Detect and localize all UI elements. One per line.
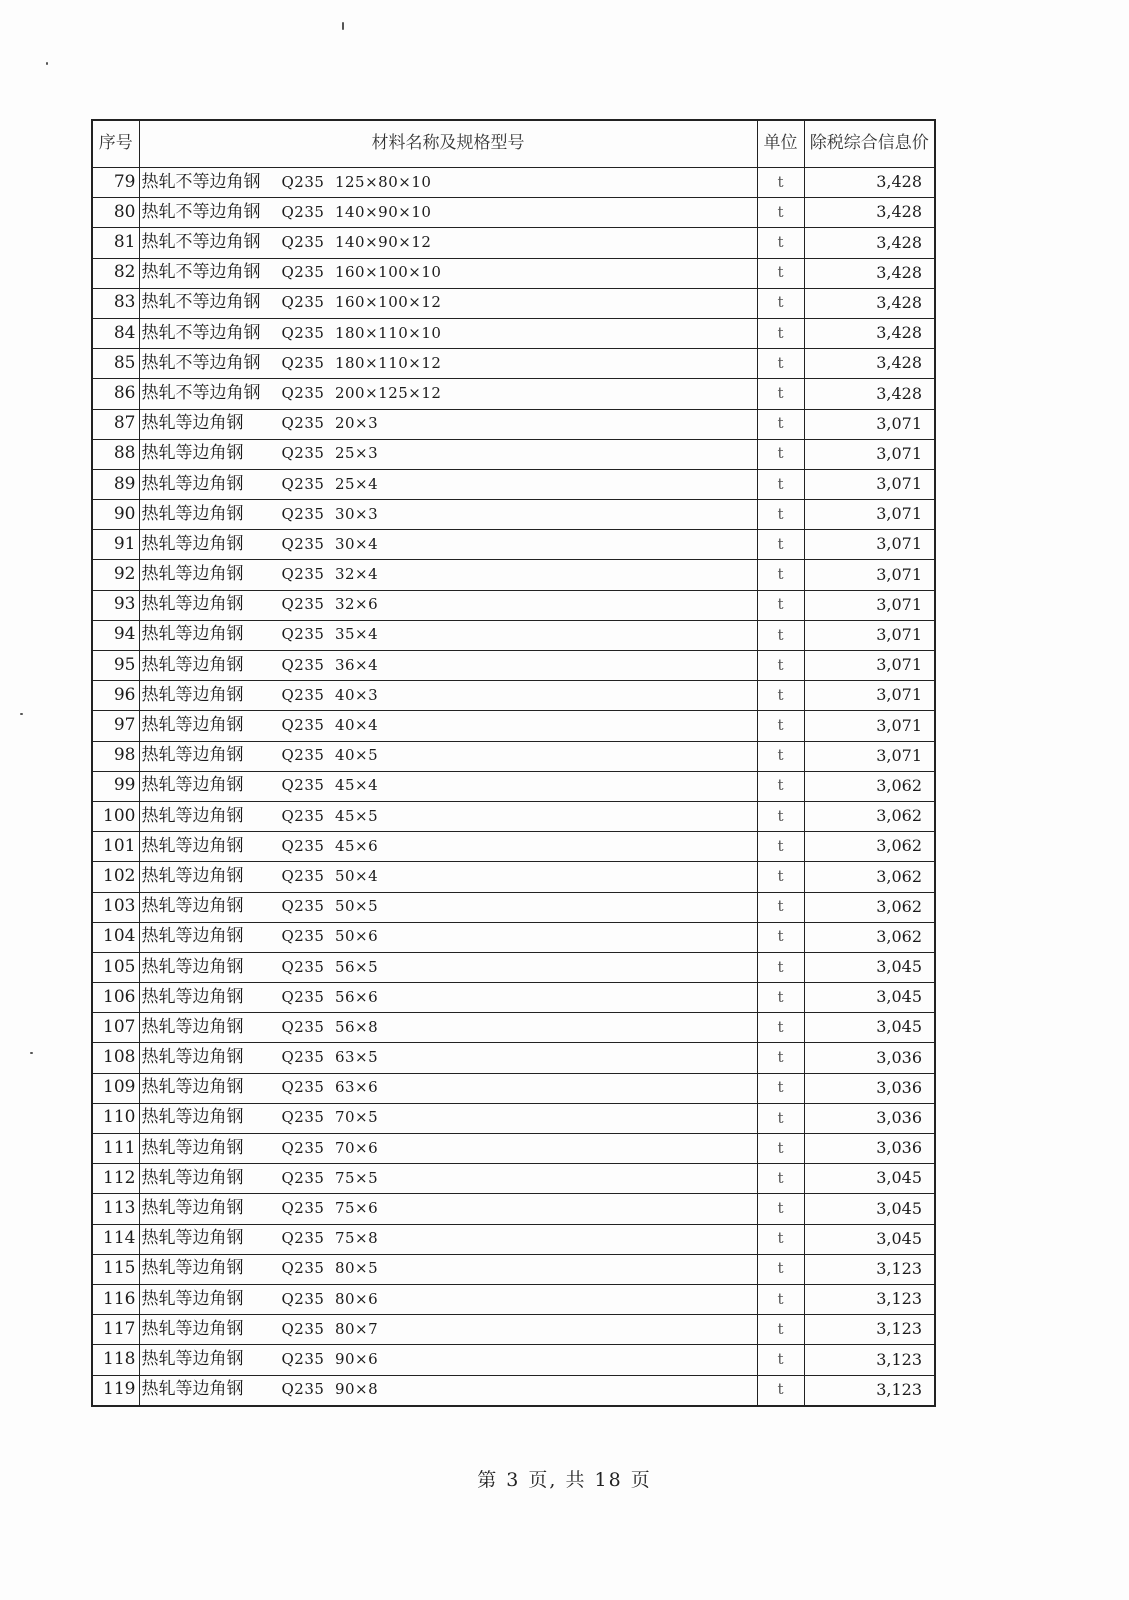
material-spec: Q235 40×4 — [281, 716, 379, 735]
material-name: 热轧等边角钢 — [141, 926, 244, 947]
material-spec: Q235 200×125×12 — [281, 383, 442, 402]
price-cell: 3,123 — [804, 1315, 935, 1345]
row-number: 100 — [92, 801, 139, 831]
unit-cell: t — [757, 1103, 804, 1133]
price-cell: 3,071 — [804, 590, 935, 620]
table-row — [92, 832, 935, 862]
price-cell: 3,428 — [804, 198, 935, 228]
table-row — [92, 1013, 935, 1043]
unit-cell: t — [757, 349, 804, 379]
material-spec: Q235 140×90×12 — [281, 233, 432, 252]
row-number: 111 — [92, 1134, 139, 1164]
scan-speck — [342, 22, 344, 30]
table-row — [92, 258, 935, 288]
material-name: 热轧等边角钢 — [141, 986, 244, 1007]
unit-cell: t — [757, 1254, 804, 1284]
material-name: 热轧等边角钢 — [141, 624, 244, 645]
price-cell: 3,071 — [804, 560, 935, 590]
row-number: 99 — [92, 771, 139, 801]
material-name: 热轧等边角钢 — [141, 865, 244, 886]
price-cell: 3,428 — [804, 258, 935, 288]
table-body — [92, 168, 935, 1406]
table-row — [92, 892, 935, 922]
table-header-row — [92, 120, 935, 168]
row-number: 95 — [92, 651, 139, 681]
unit-cell: t — [757, 1284, 804, 1314]
price-cell: 3,045 — [804, 983, 935, 1013]
material-cell — [139, 801, 757, 831]
material-spec: Q235 30×3 — [281, 504, 379, 523]
price-cell: 3,071 — [804, 439, 935, 469]
price-cell: 3,071 — [804, 741, 935, 771]
price-cell: 3,045 — [804, 952, 935, 982]
material-cell — [139, 1073, 757, 1103]
material-name: 热轧等边角钢 — [141, 1167, 244, 1188]
table-row — [92, 1345, 935, 1375]
price-cell: 3,062 — [804, 832, 935, 862]
material-spec: Q235 32×6 — [281, 595, 379, 614]
price-cell: 3,428 — [804, 288, 935, 318]
unit-cell: t — [757, 711, 804, 741]
material-name: 热轧等边角钢 — [141, 1047, 244, 1068]
unit-cell: t — [757, 892, 804, 922]
unit-cell: t — [757, 1194, 804, 1224]
material-spec: Q235 35×4 — [281, 625, 379, 644]
material-spec: Q235 160×100×12 — [281, 293, 442, 312]
row-number: 96 — [92, 681, 139, 711]
unit-cell: t — [757, 1013, 804, 1043]
material-cell — [139, 832, 757, 862]
unit-cell: t — [757, 1073, 804, 1103]
table-row — [92, 1284, 935, 1314]
material-spec: Q235 75×6 — [281, 1199, 379, 1218]
material-cell — [139, 288, 757, 318]
material-name: 热轧等边角钢 — [141, 1288, 244, 1309]
price-cell: 3,045 — [804, 1164, 935, 1194]
material-name: 热轧等边角钢 — [141, 745, 244, 766]
row-number: 118 — [92, 1345, 139, 1375]
header-price: 除税综合信息价 — [804, 120, 935, 168]
table-row — [92, 439, 935, 469]
material-cell — [139, 1284, 757, 1314]
price-cell: 3,036 — [804, 1043, 935, 1073]
price-cell: 3,428 — [804, 318, 935, 348]
row-number: 115 — [92, 1254, 139, 1284]
unit-cell: t — [757, 409, 804, 439]
material-spec: Q235 50×6 — [281, 927, 379, 946]
material-spec: Q235 36×4 — [281, 655, 379, 674]
table-row — [92, 318, 935, 348]
row-number: 109 — [92, 1073, 139, 1103]
scan-speck — [20, 713, 23, 715]
material-name: 热轧等边角钢 — [141, 473, 244, 494]
price-cell: 3,071 — [804, 469, 935, 499]
material-name: 热轧不等边角钢 — [141, 201, 261, 222]
row-number: 89 — [92, 469, 139, 499]
material-name: 热轧等边角钢 — [141, 533, 244, 554]
material-spec: Q235 50×4 — [281, 866, 379, 885]
table-row — [92, 379, 935, 409]
price-cell: 3,062 — [804, 922, 935, 952]
price-table — [91, 119, 936, 1407]
price-cell: 3,071 — [804, 711, 935, 741]
material-cell — [139, 258, 757, 288]
material-cell — [139, 379, 757, 409]
row-number: 94 — [92, 620, 139, 650]
material-cell — [139, 741, 757, 771]
row-number: 98 — [92, 741, 139, 771]
row-number: 79 — [92, 168, 139, 198]
material-cell — [139, 228, 757, 258]
row-number: 107 — [92, 1013, 139, 1043]
row-number: 102 — [92, 862, 139, 892]
table-row — [92, 620, 935, 650]
material-cell — [139, 439, 757, 469]
material-cell — [139, 681, 757, 711]
material-cell — [139, 530, 757, 560]
table-row — [92, 1224, 935, 1254]
row-number: 108 — [92, 1043, 139, 1073]
material-name: 热轧等边角钢 — [141, 684, 244, 705]
table-row — [92, 681, 935, 711]
table-row — [92, 288, 935, 318]
material-name: 热轧等边角钢 — [141, 654, 244, 675]
row-number: 114 — [92, 1224, 139, 1254]
material-spec: Q235 80×6 — [281, 1289, 379, 1308]
unit-cell: t — [757, 620, 804, 650]
material-spec: Q235 90×8 — [281, 1380, 379, 1399]
table-row — [92, 1194, 935, 1224]
material-spec: Q235 20×3 — [281, 414, 379, 433]
unit-cell: t — [757, 832, 804, 862]
table-row — [92, 1254, 935, 1284]
material-cell — [139, 1134, 757, 1164]
material-cell — [139, 500, 757, 530]
material-name: 热轧不等边角钢 — [141, 171, 261, 192]
material-cell — [139, 771, 757, 801]
unit-cell: t — [757, 530, 804, 560]
price-cell: 3,071 — [804, 530, 935, 560]
material-cell — [139, 1254, 757, 1284]
material-name: 热轧等边角钢 — [141, 1258, 244, 1279]
table-row — [92, 1315, 935, 1345]
row-number: 116 — [92, 1284, 139, 1314]
table-row — [92, 349, 935, 379]
material-spec: Q235 180×110×12 — [281, 353, 442, 372]
material-cell — [139, 651, 757, 681]
material-name: 热轧不等边角钢 — [141, 232, 261, 253]
material-name: 热轧等边角钢 — [141, 1348, 244, 1369]
unit-cell: t — [757, 168, 804, 198]
material-spec: Q235 56×8 — [281, 1017, 379, 1036]
price-cell: 3,062 — [804, 862, 935, 892]
unit-cell: t — [757, 469, 804, 499]
unit-cell: t — [757, 1134, 804, 1164]
table-row — [92, 198, 935, 228]
table-row — [92, 1073, 935, 1103]
unit-cell: t — [757, 983, 804, 1013]
material-name: 热轧等边角钢 — [141, 413, 244, 434]
table-row — [92, 741, 935, 771]
unit-cell: t — [757, 1375, 804, 1406]
material-cell — [139, 409, 757, 439]
material-cell — [139, 318, 757, 348]
material-spec: Q235 70×6 — [281, 1138, 379, 1157]
row-number: 101 — [92, 832, 139, 862]
price-cell: 3,062 — [804, 801, 935, 831]
material-spec: Q235 80×7 — [281, 1319, 379, 1338]
material-name: 热轧等边角钢 — [141, 1137, 244, 1158]
material-spec: Q235 25×3 — [281, 444, 379, 463]
material-cell — [139, 1315, 757, 1345]
material-name: 热轧等边角钢 — [141, 715, 244, 736]
row-number: 85 — [92, 349, 139, 379]
unit-cell: t — [757, 258, 804, 288]
material-cell — [139, 560, 757, 590]
material-name: 热轧等边角钢 — [141, 503, 244, 524]
table-row — [92, 651, 935, 681]
material-spec: Q235 75×8 — [281, 1229, 379, 1248]
material-spec: Q235 140×90×10 — [281, 202, 432, 221]
unit-cell: t — [757, 500, 804, 530]
material-cell — [139, 711, 757, 741]
table-row — [92, 771, 935, 801]
price-cell: 3,428 — [804, 228, 935, 258]
scan-speck — [30, 1052, 33, 1054]
row-number: 81 — [92, 228, 139, 258]
row-number: 92 — [92, 560, 139, 590]
material-cell — [139, 1345, 757, 1375]
header-unit: 单位 — [757, 120, 804, 168]
unit-cell: t — [757, 198, 804, 228]
material-name: 热轧等边角钢 — [141, 805, 244, 826]
material-cell — [139, 198, 757, 228]
price-cell: 3,428 — [804, 168, 935, 198]
table-row — [92, 590, 935, 620]
table-row — [92, 862, 935, 892]
material-spec: Q235 45×6 — [281, 836, 379, 855]
header-no: 序号 — [92, 120, 139, 168]
unit-cell: t — [757, 771, 804, 801]
price-cell: 3,045 — [804, 1013, 935, 1043]
material-spec: Q235 45×4 — [281, 776, 379, 795]
price-cell: 3,062 — [804, 892, 935, 922]
table-row — [92, 409, 935, 439]
table-row — [92, 1103, 935, 1133]
price-cell: 3,071 — [804, 651, 935, 681]
row-number: 80 — [92, 198, 139, 228]
material-spec: Q235 56×6 — [281, 987, 379, 1006]
table-row — [92, 469, 935, 499]
material-spec: Q235 63×5 — [281, 1048, 379, 1067]
material-name: 热轧等边角钢 — [141, 594, 244, 615]
material-spec: Q235 40×3 — [281, 685, 379, 704]
material-cell — [139, 469, 757, 499]
price-cell: 3,123 — [804, 1254, 935, 1284]
material-name: 热轧等边角钢 — [141, 896, 244, 917]
material-spec: Q235 63×6 — [281, 1078, 379, 1097]
scan-speck — [46, 62, 48, 65]
material-name: 热轧等边角钢 — [141, 443, 244, 464]
row-number: 86 — [92, 379, 139, 409]
material-cell — [139, 952, 757, 982]
unit-cell: t — [757, 1224, 804, 1254]
table-row — [92, 922, 935, 952]
material-name: 热轧等边角钢 — [141, 564, 244, 585]
material-name: 热轧不等边角钢 — [141, 292, 261, 313]
material-name: 热轧等边角钢 — [141, 1228, 244, 1249]
material-cell — [139, 349, 757, 379]
material-spec: Q235 30×4 — [281, 534, 379, 553]
price-cell: 3,036 — [804, 1134, 935, 1164]
unit-cell: t — [757, 952, 804, 982]
row-number: 83 — [92, 288, 139, 318]
material-name: 热轧等边角钢 — [141, 1318, 244, 1339]
material-cell — [139, 1194, 757, 1224]
unit-cell: t — [757, 590, 804, 620]
price-cell: 3,071 — [804, 500, 935, 530]
material-spec: Q235 80×5 — [281, 1259, 379, 1278]
material-cell — [139, 983, 757, 1013]
table-row — [92, 560, 935, 590]
material-spec: Q235 160×100×10 — [281, 263, 442, 282]
material-cell — [139, 1224, 757, 1254]
material-name: 热轧等边角钢 — [141, 1107, 244, 1128]
material-spec: Q235 45×5 — [281, 806, 379, 825]
material-name: 热轧等边角钢 — [141, 1198, 244, 1219]
table-row — [92, 1375, 935, 1406]
material-cell — [139, 1043, 757, 1073]
material-spec: Q235 25×4 — [281, 474, 379, 493]
unit-cell: t — [757, 228, 804, 258]
table-row — [92, 801, 935, 831]
material-cell — [139, 620, 757, 650]
unit-cell: t — [757, 560, 804, 590]
material-name: 热轧不等边角钢 — [141, 382, 261, 403]
price-cell: 3,036 — [804, 1073, 935, 1103]
row-number: 105 — [92, 952, 139, 982]
price-cell: 3,045 — [804, 1224, 935, 1254]
unit-cell: t — [757, 741, 804, 771]
price-cell: 3,062 — [804, 771, 935, 801]
price-cell: 3,071 — [804, 681, 935, 711]
row-number: 110 — [92, 1103, 139, 1133]
material-cell — [139, 168, 757, 198]
unit-cell: t — [757, 379, 804, 409]
price-cell: 3,123 — [804, 1345, 935, 1375]
unit-cell: t — [757, 801, 804, 831]
unit-cell: t — [757, 318, 804, 348]
material-name: 热轧等边角钢 — [141, 775, 244, 796]
material-cell — [139, 1164, 757, 1194]
row-number: 106 — [92, 983, 139, 1013]
unit-cell: t — [757, 922, 804, 952]
table-row — [92, 1043, 935, 1073]
material-spec: Q235 40×5 — [281, 746, 379, 765]
unit-cell: t — [757, 651, 804, 681]
unit-cell: t — [757, 1043, 804, 1073]
material-spec: Q235 75×5 — [281, 1168, 379, 1187]
material-cell — [139, 1013, 757, 1043]
material-name: 热轧不等边角钢 — [141, 262, 261, 283]
price-cell: 3,036 — [804, 1103, 935, 1133]
row-number: 119 — [92, 1375, 139, 1406]
unit-cell: t — [757, 1315, 804, 1345]
row-number: 88 — [92, 439, 139, 469]
row-number: 97 — [92, 711, 139, 741]
material-spec: Q235 70×5 — [281, 1108, 379, 1127]
material-name: 热轧等边角钢 — [141, 1379, 244, 1400]
unit-cell: t — [757, 681, 804, 711]
row-number: 113 — [92, 1194, 139, 1224]
table-row — [92, 168, 935, 198]
material-cell — [139, 1375, 757, 1406]
material-name: 热轧不等边角钢 — [141, 352, 261, 373]
unit-cell: t — [757, 862, 804, 892]
row-number: 84 — [92, 318, 139, 348]
material-name: 热轧等边角钢 — [141, 1016, 244, 1037]
material-cell — [139, 590, 757, 620]
material-cell — [139, 1103, 757, 1133]
row-number: 87 — [92, 409, 139, 439]
price-cell: 3,428 — [804, 379, 935, 409]
row-number: 104 — [92, 922, 139, 952]
material-cell — [139, 862, 757, 892]
material-name: 热轧不等边角钢 — [141, 322, 261, 343]
table-row — [92, 952, 935, 982]
material-name: 热轧等边角钢 — [141, 1077, 244, 1098]
unit-cell: t — [757, 439, 804, 469]
header-name: 材料名称及规格型号 — [139, 120, 757, 168]
material-spec: Q235 32×4 — [281, 565, 379, 584]
row-number: 91 — [92, 530, 139, 560]
row-number: 117 — [92, 1315, 139, 1345]
row-number: 93 — [92, 590, 139, 620]
table-row — [92, 711, 935, 741]
material-spec: Q235 56×5 — [281, 957, 379, 976]
price-cell: 3,428 — [804, 349, 935, 379]
table-row — [92, 530, 935, 560]
material-cell — [139, 892, 757, 922]
material-spec: Q235 125×80×10 — [281, 172, 432, 191]
row-number: 112 — [92, 1164, 139, 1194]
page-footer: 第 3 页, 共 18 页 — [477, 1469, 652, 1491]
price-cell: 3,045 — [804, 1194, 935, 1224]
table-row — [92, 500, 935, 530]
row-number: 82 — [92, 258, 139, 288]
unit-cell: t — [757, 1345, 804, 1375]
material-name: 热轧等边角钢 — [141, 956, 244, 977]
table-row — [92, 1134, 935, 1164]
unit-cell: t — [757, 1164, 804, 1194]
unit-cell: t — [757, 288, 804, 318]
price-cell: 3,123 — [804, 1375, 935, 1406]
row-number: 90 — [92, 500, 139, 530]
table-row — [92, 983, 935, 1013]
material-spec: Q235 180×110×10 — [281, 323, 442, 342]
row-number: 103 — [92, 892, 139, 922]
material-name: 热轧等边角钢 — [141, 835, 244, 856]
price-cell: 3,071 — [804, 409, 935, 439]
table-row — [92, 228, 935, 258]
price-cell: 3,071 — [804, 620, 935, 650]
table-row — [92, 1164, 935, 1194]
material-cell — [139, 922, 757, 952]
material-spec: Q235 50×5 — [281, 897, 379, 916]
material-spec: Q235 90×6 — [281, 1349, 379, 1368]
price-cell: 3,123 — [804, 1284, 935, 1314]
